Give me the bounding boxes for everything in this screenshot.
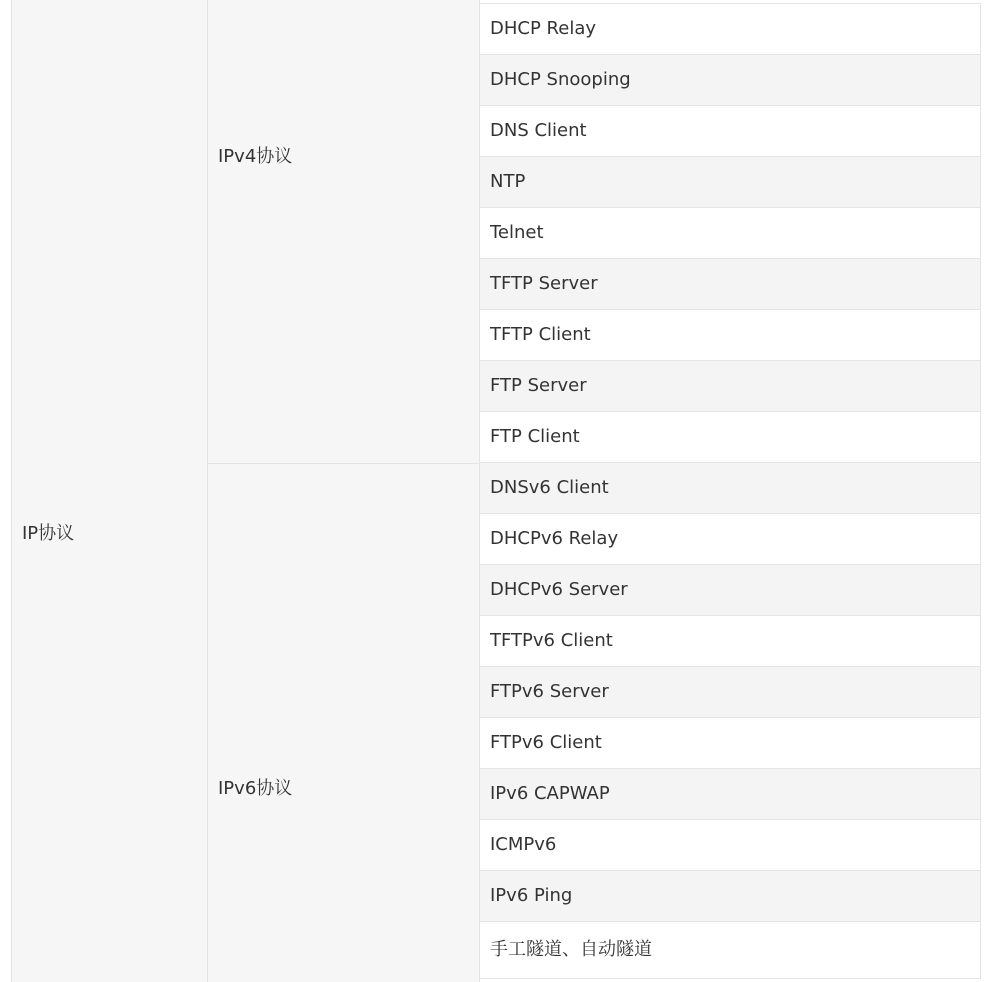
table-row: TFTP Server <box>480 259 980 310</box>
category-cell <box>11 0 208 982</box>
table-row: DNSv6 Client <box>480 463 980 514</box>
table-row: FTPv6 Server <box>480 667 980 718</box>
table-row: TFTPv6 Client <box>480 616 980 667</box>
table-row: TFTP Client <box>480 310 980 361</box>
table-row: FTPv6 Client <box>480 718 980 769</box>
table-row: FTP Client <box>480 412 980 463</box>
protocol-list <box>480 3 981 979</box>
table-row: 手工隧道、自动隧道 <box>480 922 980 979</box>
table-row: Telnet <box>480 208 980 259</box>
table-row: DHCPv6 Server <box>480 565 980 616</box>
table-row: DHCP Snooping <box>480 55 980 106</box>
group-cell-ipv4 <box>208 0 480 464</box>
group-label-ipv4: IPv4协议 <box>218 146 293 167</box>
table-row: DHCP Relay <box>480 4 980 55</box>
table-row: DHCPv6 Relay <box>480 514 980 565</box>
table-row: ICMPv6 <box>480 820 980 871</box>
category-label: IP协议 <box>22 523 75 544</box>
table-row: DNS Client <box>480 106 980 157</box>
group-label-ipv6: IPv6协议 <box>218 778 293 799</box>
table-row: IPv6 CAPWAP <box>480 769 980 820</box>
table-row: IPv6 Ping <box>480 871 980 922</box>
table-row: NTP <box>480 157 980 208</box>
table-row: FTP Server <box>480 361 980 412</box>
group-cell-ipv6 <box>208 464 480 982</box>
